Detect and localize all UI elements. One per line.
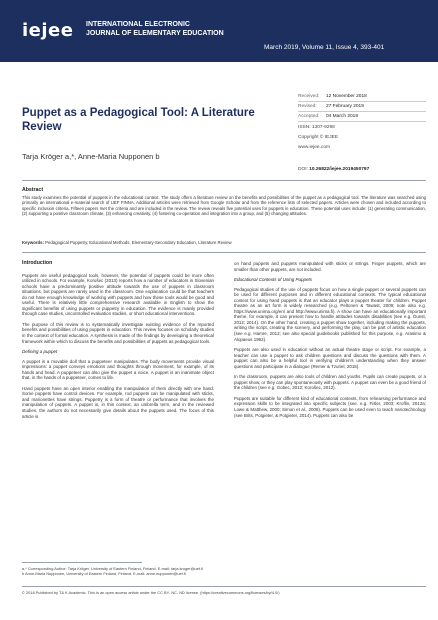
revised-date: 27 February 2019 xyxy=(326,104,364,109)
article-title: Puppet as a Pedagogical Tool: A Literature Review xyxy=(22,107,255,133)
journal-website[interactable]: www.iejee.com xyxy=(298,144,330,150)
keywords xyxy=(22,240,232,245)
received-label: Received: xyxy=(298,94,320,99)
subheading-educational-contexts: Educational Contexts of Using Puppets xyxy=(234,277,313,283)
revised-label: Revised: xyxy=(298,104,317,109)
received-date: 12 November 2018 xyxy=(326,94,367,99)
doi-value[interactable]: 10.26822/iejee.2019450797 xyxy=(309,167,370,172)
revised-row xyxy=(298,102,426,112)
issn: ISSN: 1307-9298 xyxy=(298,124,335,130)
received-row xyxy=(298,92,426,102)
paragraph: The purpose of this review is to systematically investigate existing evidence of the reported benefits and possibilities of using puppets in education. This review focuses on scholarly studies in the context of formal education. A synthesis is made of the findings by developing a theoretical framework within which to discuss the benefits and possibilities of puppets as pedagogical tools. xyxy=(22,321,214,344)
journal-name xyxy=(86,20,224,38)
paragraph: In the classroom, puppets are also tools of children and youths. Pupils can create puppets, or a puppet show, or they can play spontaneously with puppets. A puppet can even be a good friend of the children (see e.g. Gobec, 2012; Korošec, 2012). xyxy=(234,374,426,391)
keywords-label: Keywords: xyxy=(22,240,44,245)
paragraph: on hand puppets and puppets manipulated with sticks or strings. Finger puppets, which are smaller than other puppets, are not included. xyxy=(234,261,426,272)
accepted-date: 04 March 2019 xyxy=(326,114,358,119)
divider-top xyxy=(22,180,426,181)
journal-name-line2: JOURNAL OF ELEMENTARY EDUCATION xyxy=(86,30,224,37)
keywords-list: Pedagogical Puppetry, Educational Methods, Elementary-Secondary Education, Literature Review xyxy=(45,240,232,245)
divider-bottom xyxy=(22,586,426,587)
accepted-label: Accepted: xyxy=(298,114,320,119)
journal-logo: iejee xyxy=(22,20,74,41)
abstract-heading: Abstract xyxy=(22,187,44,193)
doi xyxy=(298,167,369,172)
article-meta xyxy=(298,92,426,152)
doi-label: DOI: xyxy=(298,167,308,172)
license-notice: © 2018 Published by T& K Academic. This is an open access article under the CC BY- NC- ND license. (https://creativecommons.org/licenses/by/4.0/) xyxy=(22,590,280,595)
journal-name-line1: INTERNATIONAL ELECTRONIC xyxy=(86,21,190,28)
footnote-divider xyxy=(22,562,142,563)
footnote-corresponding-author: a,* Corresponding Author: Tarja Kröger, University of Eastern Finland, Finland. E-mail: tarja.kroger@uef.fi xyxy=(22,566,203,571)
footnote-second-author: b Anne-Maria Nupponen, University of Eastern Finland, Finland. E-mail: anne.nupponen@uef.fi xyxy=(22,571,186,577)
subheading-defining-puppet: Defining a puppet xyxy=(22,349,58,355)
body-column-right xyxy=(234,261,426,423)
abstract-text: This study examines the potential of puppets in the educational context. The study offers a literature review on the benefits and possibilities of the puppet as a pedagogical tool. The literature was searched using primarily an international e-material search of UEF FINNA. Additional articles were retrieved from Google Scholar and from the reference lists of selected papers. Articles were chosen and included according to specific inclusion criteria. Fifteen papers met the criteria and are included in the review. The review reveals five potential uses for puppets in education. These potential uses include: (1) generating communication, (2) supporting a positive classroom climate, (3) enhancing creativity, (4) fostering co-operation and integration into a group, and (5) changing attitudes. xyxy=(22,195,426,217)
divider-abstract xyxy=(22,252,426,253)
paragraph: Pedagogical studies of the use of puppets focus on how a single puppet or several puppets can be used for different purposes and in different educational contexts. The typical educational context for using hand puppets is that an educator plays a puppet theater for children. Puppet theatre as an art form is widely researched (e.g. Peltonen & Tawast, 2009; note also e.g. https://www.unima.org/en/ and http://www.unima.fi). A show can have an educationally important theme, for example, it can present how to handle attitudes towards disabilities (see e.g. Dunst, 2012; 2014). On the other hand, creating a puppet show together, including making the puppets, writing the script, creating the scenery, and performing the play, can be part of artistic education (see e.g. Hamre, 2012; see also special guidebooks published for this purpose, e.g. Arasimo & Alopaeus 1992). xyxy=(234,286,426,342)
copyright: Copyright © IEJEE xyxy=(298,134,339,140)
paragraph: A puppet is a movable doll that a puppeteer manipulates. The body movements provide visual impressions: a puppet conveys emotions and thoughts through movement, for example, of its hands and head. A puppeteer can also give the puppet a voice. A puppet is an inanimate object that, in the hands of a puppeteer, comes to life. xyxy=(22,358,214,381)
introduction-heading: Introduction xyxy=(22,260,53,266)
article-authors: Tarja Kröger a,*, Anne-Maria Nupponen b xyxy=(22,152,160,161)
footnotes xyxy=(22,566,426,576)
journal-header xyxy=(0,0,438,62)
issue-info: March 2019, Volume 11, Issue 4, 393-401 xyxy=(264,44,385,51)
paragraph: Hand puppets have an open interior enabling the manipulation of them directly with one hand. Some puppets have control devices. For example, rod puppets can be manipulated with sticks, and marionettes have strings. Puppetry is a form of theatre or performance that involves the manipulation of puppets. A puppet is, in this context, an umbrella term, and in the reviewed studies, the authors do not necessarily give details about the puppets used. The focus of this article is xyxy=(22,385,214,419)
accepted-row xyxy=(298,112,426,122)
body-column-left xyxy=(22,261,214,424)
paragraph: Puppets are suitable for different kind of educational contexts, from rehearsing performance and expression skills to be integrated into specific subjects (see. e.g. Fisler, 2003; Kroflin, 2012a; Lowe & Matthew, 2000; Simon et al., 2008). Puppets can be used even to teach nanotechnology (see Brits, Potgieter, & Potgieter, 2014). Puppets can also be xyxy=(234,395,426,418)
paragraph: Puppets are also used in education without an actual theatre stage or script. For example, a teacher can use a puppet to ask children questions and discuss the questions with them. A puppet can also be a helpful tool in verifying children's understanding when they answer questions and participate in a dialogue (Remer & Tzuriel, 2015). xyxy=(234,347,426,369)
paragraph: Puppets are useful pedagogical tools, however, the potential of puppets could be more often utilized in schools. For example, Korošec (2013) reports how a number of educators in Slovenian schools have a predominantly positive attitude towards the use of puppets in classroom situations, but puppets are rarely used in the classroom. One explanation could be that teachers do not have enough knowledge of working with puppets and how these tools would be good and useful. There is relatively little comprehensive research available in English to show the significant benefits of using puppets or puppetry in education. The evidence is mainly provided through case studies, uncontrolled evaluation studies, or short educational interventions. xyxy=(22,272,214,317)
